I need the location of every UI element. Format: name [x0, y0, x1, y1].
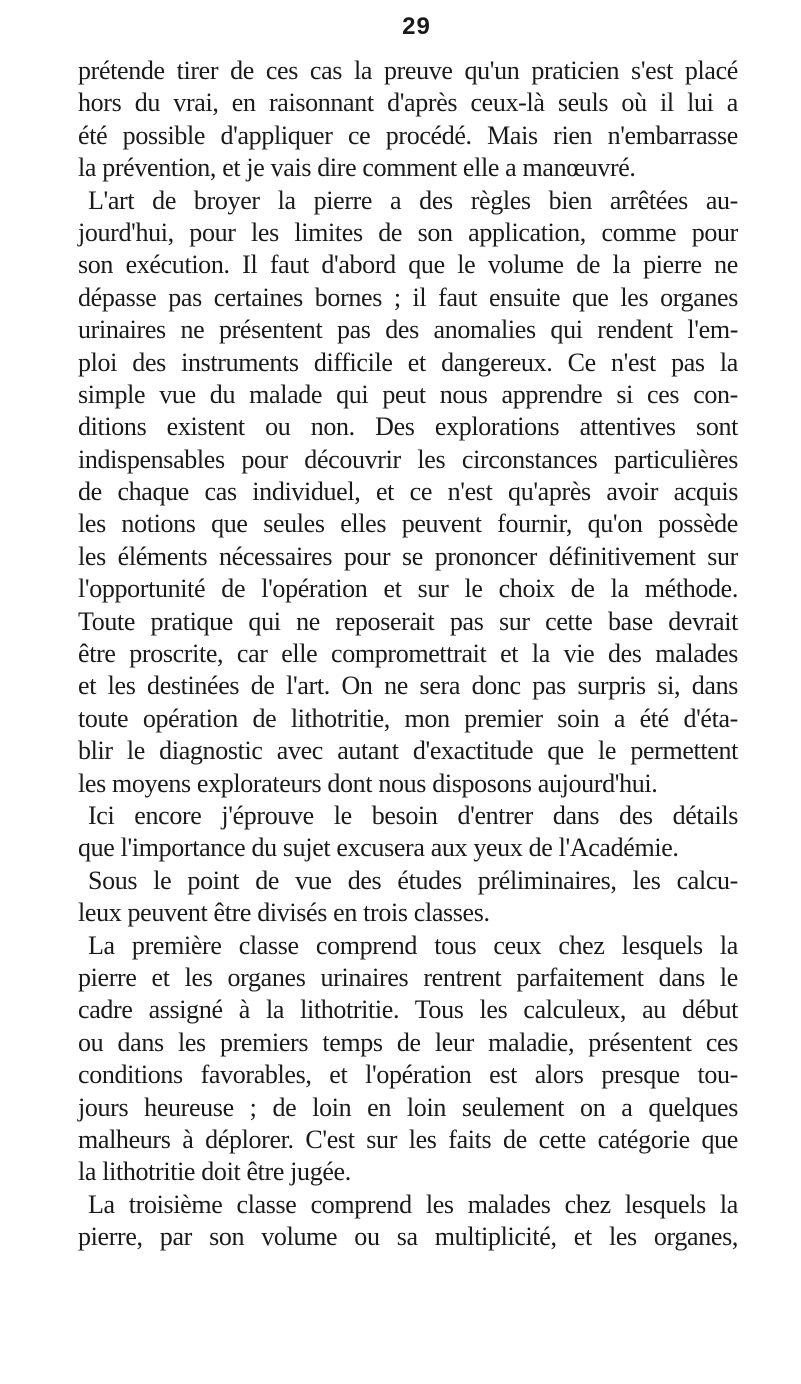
text-line: conditions favorables, et l'opération est alors presque tou- [78, 1060, 738, 1090]
text-line: son exécution. Il faut d'abord que le volume de la pierre ne [78, 250, 738, 280]
paragraph-start-line: Sous le point de vue des études préliminaires, les calcu- [88, 865, 738, 895]
text-line: la lithotritie doit être jugée. [78, 1157, 351, 1187]
text-line: toute opération de lithotritie, mon premier soin a été d'éta- [78, 703, 738, 733]
text-line: prétende tirer de ces cas la preuve qu'un praticien s'est placé [78, 56, 738, 85]
text-line: été possible d'appliquer ce procédé. Mais rien n'embarrasse [78, 120, 738, 150]
text-line: dépasse pas certaines bornes ; il faut ensuite que les organes [78, 282, 738, 312]
text-line: ou dans les premiers temps de leur maladie, présentent ces [78, 1027, 738, 1057]
body-text [78, 55, 738, 1253]
text-line: pierre et les organes urinaires rentrent parfaitement dans le [78, 962, 738, 992]
text-line: malheurs à déplorer. C'est sur les faits de cette catégorie que [78, 1124, 738, 1154]
text-line: pierre, par son volume ou sa multiplicité, et les organes, [78, 1222, 738, 1252]
text-line: être proscrite, car elle compromettrait et la vie des malades [78, 639, 738, 669]
text-line: leux peuvent être divisés en trois classes. [78, 898, 490, 928]
text-line: blir le diagnostic avec autant d'exactitude que le permettent [78, 736, 738, 766]
paragraph-start-line: L'art de broyer la pierre a des règles bien arrêtées au- [88, 185, 738, 215]
text-line: l'opportunité de l'opération et sur le choix de la méthode. [78, 574, 738, 604]
text-line: ploi des instruments difficile et dangereux. Ce n'est pas la [78, 347, 738, 377]
text-line: jourd'hui, pour les limites de son application, comme pour [78, 217, 738, 247]
page-number: 29 [402, 13, 431, 40]
text-line: Toute pratique qui ne reposerait pas sur cette base devrait [78, 606, 738, 636]
paragraph-start-line: La première classe comprend tous ceux chez lesquels la [88, 930, 738, 960]
text-line: les moyens explorateurs dont nous disposons aujourd'hui. [78, 768, 658, 798]
text-line: la prévention, et je vais dire comment elle a manœuvré. [78, 153, 636, 183]
text-line: de chaque cas individuel, et ce n'est qu'après avoir acquis [78, 477, 738, 507]
text-line: cadre assigné à la lithotritie. Tous les calculeux, au début [78, 995, 738, 1025]
text-line: les éléments nécessaires pour se prononcer définitivement sur [78, 541, 738, 571]
text-line: ditions existent ou non. Des explorations attentives sont [78, 412, 738, 442]
text-line: les notions que seules elles peuvent fournir, qu'on possède [78, 509, 738, 539]
text-line: indispensables pour découvrir les circonstances particulières [78, 444, 738, 474]
text-line: urinaires ne présentent pas des anomalies qui rendent l'em- [78, 315, 738, 345]
text-line: jours heureuse ; de loin en loin seulement on a quelques [78, 1092, 738, 1122]
text-line: et les destinées de l'art. On ne sera donc pas surpris si, dans [78, 671, 738, 701]
paragraph-start-line: La troisième classe comprend les malades chez lesquels la [88, 1189, 738, 1219]
paragraph-start-line: Ici encore j'éprouve le besoin d'entrer dans des détails [88, 800, 738, 830]
text-line: hors du vrai, en raisonnant d'après ceux-là seuls où il lui a [78, 88, 738, 118]
text-line: simple vue du malade qui peut nous apprendre si ces con- [78, 379, 738, 409]
text-line: que l'importance du sujet excusera aux yeux de l'Académie. [78, 833, 679, 863]
